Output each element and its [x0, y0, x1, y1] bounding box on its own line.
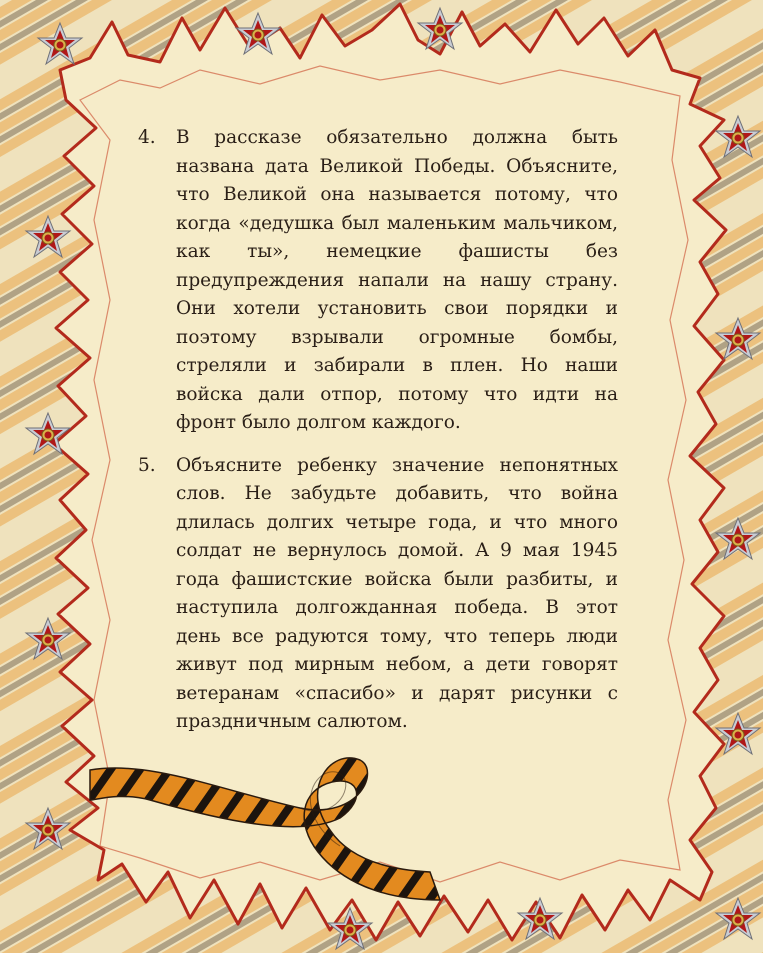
- list-item-number: 5.: [138, 454, 156, 476]
- list-item-number: 4.: [138, 127, 156, 148]
- list-item: [138, 124, 618, 438]
- list-item-text: Объясните ребенку значение непонятных слов. Не забудьте добавить, что война длилась долгих четыре года, и что много солдат не вернулось домой. А 9 мая 1945 года фашистские войска были разбиты, и наступила долгожданная победа. В этот день все радуются тому, что теперь люди живут под мирным небом, а дети говорят ветеранам «спасибо» и дарят рисунки с праздничным салютом.: [176, 454, 618, 732]
- list-item: [138, 452, 618, 737]
- instructions-list: [138, 124, 618, 751]
- list-item-text: В рассказе обязательно должна быть названа дата Великой Победы. Объясните, что Великой она называется потому, что когда «дедушка был маленьким мальчиком, как ты», немецкие фашисты без предупреждения напали на нашу страну. Они хотели установить свои порядки и поэтому взрывали огромные бомбы, стреляли и забирали в плен. Но наши войска дали отпор, потому что идти на фронт было долгом каждого.: [176, 127, 618, 433]
